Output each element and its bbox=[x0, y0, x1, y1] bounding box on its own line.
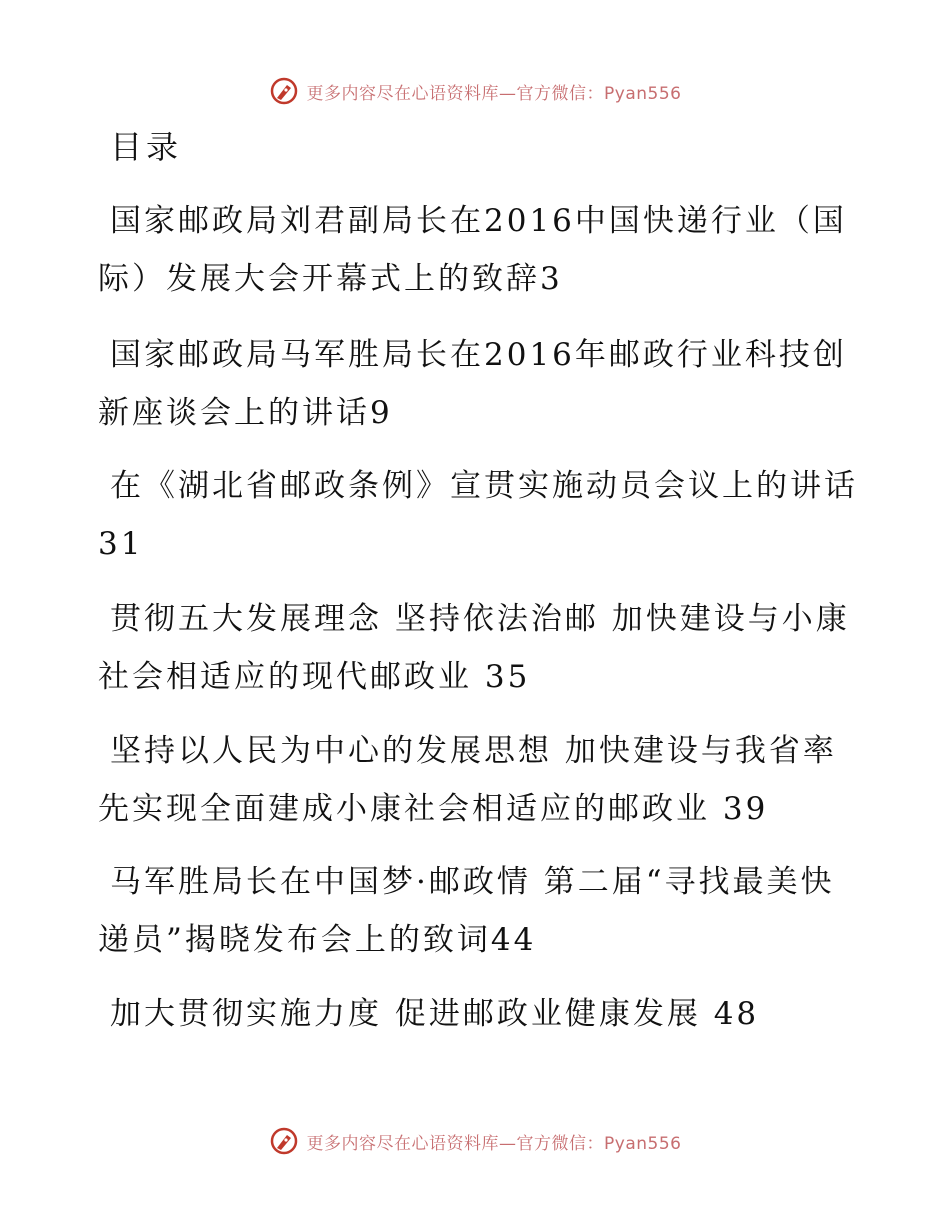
watermark-text: 更多内容尽在心语资料库—官方微信：Pyan556 bbox=[306, 1133, 682, 1154]
watermark-text: 更多内容尽在心语资料库—官方微信：Pyan556 bbox=[306, 83, 682, 104]
toc-entry[interactable]: 国家邮政局刘君副局长在2016中国快递行业（国际）发展大会开幕式上的致辞3 bbox=[98, 203, 847, 297]
toc-entry[interactable]: 国家邮政局马军胜局长在2016年邮政行业科技创新座谈会上的讲话9 bbox=[98, 337, 847, 431]
pen-nib-logo-icon bbox=[269, 76, 299, 106]
pen-nib-logo-icon bbox=[269, 1126, 299, 1156]
header-watermark bbox=[0, 74, 950, 108]
toc-entry[interactable]: 坚持以人民为中心的发展思想 加快建设与我省率先实现全面建成小康社会相适应的邮政业 39 bbox=[98, 733, 837, 827]
toc-entry[interactable]: 贯彻五大发展理念 坚持依法治邮 加快建设与小康社会相适应的现代邮政业 35 bbox=[98, 601, 850, 695]
footer-watermark bbox=[0, 1124, 950, 1158]
toc-title: 目录 bbox=[110, 128, 183, 166]
toc-entry[interactable]: 在《湖北省邮政条例》宣贯实施动员会议上的讲话 31 bbox=[98, 468, 858, 562]
toc-entry[interactable]: 马军胜局长在中国梦·邮政情 第二届“寻找最美快递员”揭晓发布会上的致词44 bbox=[98, 864, 835, 958]
toc-entry[interactable]: 加大贯彻实施力度 促进邮政业健康发展 48 bbox=[110, 996, 760, 1032]
